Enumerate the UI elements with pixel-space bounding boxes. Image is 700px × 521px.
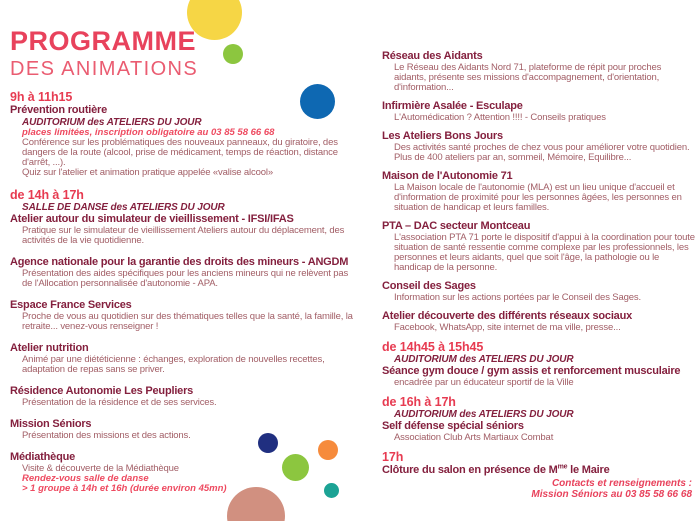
session-time: de 14h à 17h xyxy=(10,188,84,202)
contact-footer-line2: Mission Séniors au 03 85 58 66 68 xyxy=(531,489,692,500)
session-title: Atelier découverte des différents réseaux sociaux xyxy=(382,310,633,322)
page-title xyxy=(10,26,198,80)
session-title: Infirmière Asalée - Esculape xyxy=(382,100,523,112)
session-description: Des activités santé proches de chez vous pour améliorer votre quotidien. Plus de 400 ateliers par an, sommeil, Mémoire, Equilibre... xyxy=(394,142,690,163)
session-title: Atelier nutrition xyxy=(10,342,89,354)
session-description: Pratique sur le simulateur de vieillissement Ateliers autour du déplacement, des activités de la vie quotidienne. xyxy=(22,225,345,246)
session-time: 9h à 11h15 xyxy=(10,90,73,104)
session-description: Présentation des missions et des actions. xyxy=(22,430,191,441)
session-title: Atelier autour du simulateur de vieillissement - IFSI/IFAS xyxy=(10,213,294,225)
session-description: Conférence sur les problématiques des nouveaux panneaux, du giratoire, des dangers de la route (alcool, prise de médicament, temps de réaction, distance d'arrêt, ...). xyxy=(22,137,338,168)
program-block xyxy=(10,385,355,408)
program-column-left xyxy=(10,90,355,504)
page-title-line1: PROGRAMME xyxy=(10,26,196,56)
program-block xyxy=(10,299,355,332)
program-block xyxy=(382,220,695,273)
session-description: Association Club Arts Martiaux Combat xyxy=(394,432,554,443)
program-block xyxy=(382,170,695,213)
session-description: Proche de vous au quotidien sur des thématiques telles que la santé, la famille, la retraite... venez-vous renseigner ! xyxy=(22,311,353,332)
session-time: de 16h à 17h xyxy=(382,395,456,409)
session-title: Self défense spécial séniors xyxy=(382,420,524,432)
session-description: Présentation des aides spécifiques pour les anciens mineurs qui ne relèvent pas de l'Allocation personnalisée d'autonomie - APA. xyxy=(22,268,349,289)
session-venue: SALLE DE DANSE des ATELIERS DU JOUR xyxy=(22,202,225,213)
session-description: Quiz sur l'atelier et animation pratique appelée «valise alcool» xyxy=(22,167,273,178)
program-block xyxy=(382,450,695,477)
program-block xyxy=(382,130,695,163)
session-title: Mission Séniors xyxy=(10,418,92,430)
session-description: L'association PTA 71 porte le dispositif d'appui à la coordination pour toute situation de santé ressentie comme complexe par les professionnels, les personnes et leurs aidants, quel que soit l'âge, la pathologie ou le handicap de la personne. xyxy=(394,232,695,273)
session-time: de 14h45 à 15h45 xyxy=(382,340,484,354)
contact-footer xyxy=(531,478,692,500)
session-description: Visite & découverte de la Médiathèque xyxy=(22,463,179,474)
session-description: L'Automédication ? Attention !!!! - Conseils pratiques xyxy=(394,112,606,123)
session-title: Prévention routière xyxy=(10,104,108,116)
session-description: Animé par une diététicienne : échanges, exploration de nouvelles recettes, adaptation de repas sans se priver. xyxy=(22,354,325,375)
session-description: La Maison locale de l'autonomie (MLA) est un lieu unique d'accueil et d'information de proximité pour les personnes âgées, les personnes en situation de handicap et leurs familles. xyxy=(394,182,682,213)
program-block xyxy=(382,280,695,303)
program-block xyxy=(10,188,355,246)
session-time: 17h xyxy=(382,450,404,464)
session-title: Réseau des Aidants xyxy=(382,50,483,62)
session-description: encadrée par un éducateur sportif de la Ville xyxy=(394,377,574,388)
session-title: Maison de l'Autonomie 71 xyxy=(382,170,513,182)
session-venue: AUDITORIUM des ATELIERS DU JOUR xyxy=(22,117,202,128)
session-extra: Rendez-vous salle de danse xyxy=(22,473,149,484)
circle-green-top xyxy=(223,44,243,64)
program-block xyxy=(382,100,695,123)
contact-footer-line1: Contacts et renseignements : xyxy=(551,478,692,489)
program-block xyxy=(10,418,355,441)
session-title: PTA – DAC secteur Montceau xyxy=(382,220,531,232)
session-title: Les Ateliers Bons Jours xyxy=(382,130,503,142)
session-description: Information sur les actions portées par le Conseil des Sages. xyxy=(394,292,641,303)
session-note: places limitées, inscription obligatoire au 03 85 58 66 68 xyxy=(22,127,275,138)
session-title: Résidence Autonomie Les Peupliers xyxy=(10,385,194,397)
program-block xyxy=(10,90,355,178)
session-description: Le Réseau des Aidants Nord 71, plateforme de répit pour proches aidants, présente ses missions d'accompagnement, d'orientation, d'information... xyxy=(394,62,662,93)
program-block xyxy=(382,310,695,333)
program-block xyxy=(382,395,695,443)
program-block xyxy=(10,342,355,375)
program-column-right xyxy=(382,50,695,484)
session-extra: > 1 groupe à 14h et 16h (durée environ 45mn) xyxy=(22,483,227,494)
session-description: Présentation de la résidence et de ses services. xyxy=(22,397,217,408)
session-title: Conseil des Sages xyxy=(382,280,476,292)
program-block xyxy=(10,256,355,289)
page-title-line2: DES ANIMATIONS xyxy=(10,58,199,80)
session-title: Agence nationale pour la garantie des droits des mineurs - ANGDM xyxy=(10,256,349,268)
session-title: Médiathèque xyxy=(10,451,76,463)
session-description: Facebook, WhatsApp, site internet de ma ville, presse... xyxy=(394,322,621,333)
program-block xyxy=(10,451,355,494)
session-venue: AUDITORIUM des ATELIERS DU JOUR xyxy=(394,409,574,420)
session-title: Séance gym douce / gym assis et renforcement musculaire xyxy=(382,365,681,377)
program-block xyxy=(382,340,695,388)
session-title: Clôture du salon en présence de $M^{me}$ le Maire xyxy=(382,463,610,476)
program-block xyxy=(382,50,695,93)
session-title: Espace France Services xyxy=(10,299,132,311)
session-venue: AUDITORIUM des ATELIERS DU JOUR xyxy=(394,354,574,365)
